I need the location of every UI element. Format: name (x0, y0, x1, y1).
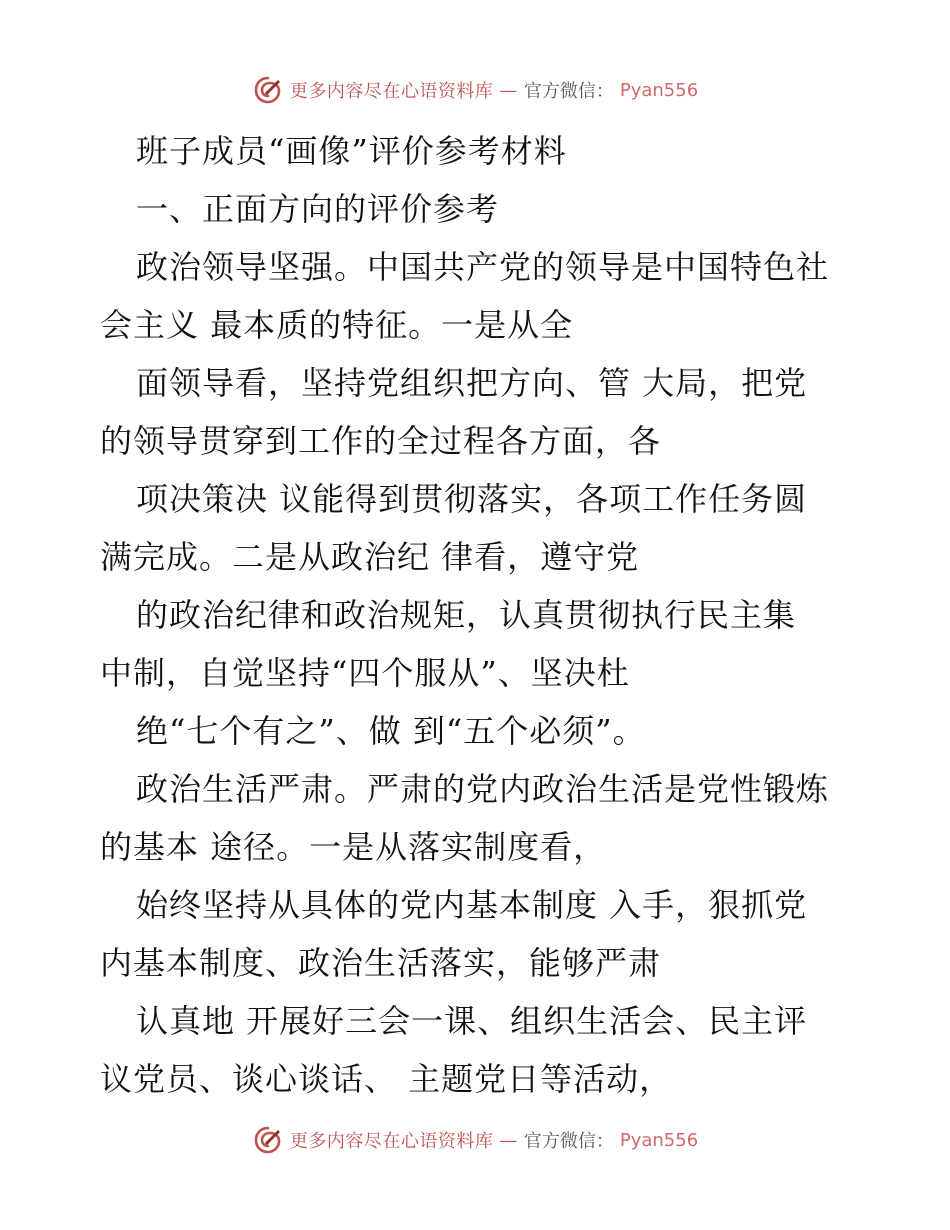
paragraph-line: 的政治纪律和政治规矩，认真贯彻执行民主集 (136, 596, 797, 634)
watermark-dash: — (499, 1129, 518, 1151)
paragraph-line: 绝“七个有之”、做 到“五个必须”。 (136, 712, 646, 750)
paragraph-line: 内基本制度、政治生活落实，能够严肃 (100, 944, 662, 982)
paragraph-line: 项决策决 议能得到贯彻落实，各项工作任务圆 (136, 480, 808, 518)
watermark-main-text: 更多内容尽在心语资料库 (289, 1131, 494, 1152)
document-body (100, 122, 860, 1108)
watermark-dash: — (499, 79, 518, 101)
paragraph-line: 始终坚持从具体的党内基本制度 入手，狠抓党 (136, 886, 808, 924)
document-title: 班子成员“画像”评价参考材料 (136, 132, 567, 170)
paragraph-line: 的基本 途径。一是从落实制度看， (100, 828, 607, 866)
paragraph-line: 满完成。二是从政治纪 律看，遵守党 (100, 538, 640, 576)
paragraph-line: 中制，自觉坚持“四个服从”、坚决杜 (100, 654, 630, 692)
watermark-wechat-id: Pyan556 (619, 1129, 699, 1151)
paragraph-line: 的领导贯穿到工作的全过程各方面，各 (100, 422, 662, 460)
header-watermark-banner (0, 70, 950, 110)
paragraph-line: 议党员、谈心谈话、 主题党日等活动， (100, 1060, 673, 1098)
watermark-content (252, 1124, 698, 1156)
pen-swirl-logo-icon (252, 1124, 284, 1156)
watermark-wechat-id: Pyan556 (619, 79, 699, 101)
paragraph-line: 政治领导坚强。中国共产党的领导是中国特色社 (136, 248, 830, 286)
watermark-wechat-label: 官方微信： (523, 1131, 614, 1152)
paragraph-line: 会主义 最本质的特征。一是从全 (100, 306, 574, 344)
watermark-main-text: 更多内容尽在心语资料库 (289, 81, 494, 102)
footer-watermark-banner (0, 1120, 950, 1160)
pen-swirl-logo-icon (252, 74, 284, 106)
paragraph-line: 面领导看，坚持党组织把方向、管 大局，把党 (136, 364, 808, 402)
section-heading: 一、正面方向的评价参考 (136, 190, 500, 228)
paragraph-line: 认真地 开展好三会一课、组织生活会、民主评 (136, 1002, 808, 1040)
watermark-wechat-label: 官方微信： (523, 81, 614, 102)
watermark-content (252, 74, 698, 106)
paragraph-line: 政治生活严肃。严肃的党内政治生活是党性锻炼 (136, 770, 830, 808)
